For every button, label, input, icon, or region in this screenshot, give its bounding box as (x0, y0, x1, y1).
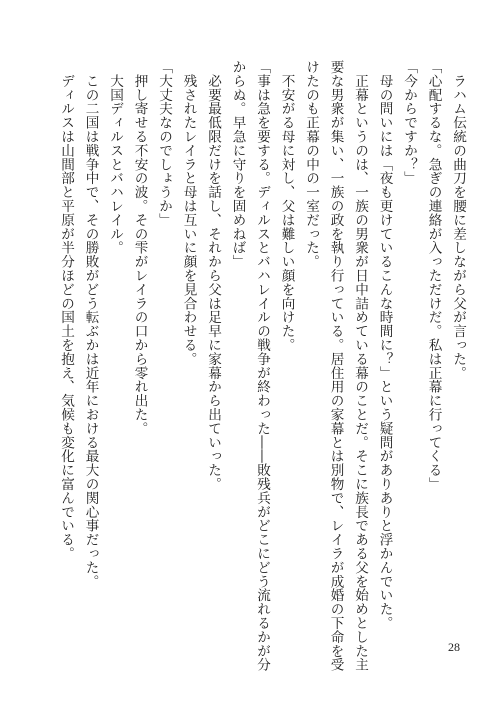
text-line: ディルスは山間部と平原が半分ほどの国土を抱え、気候も変化に富んでいる。 (58, 60, 74, 561)
text-line: 母の問いには「夜も更けているこんな時間に？」という疑問がありありと浮かんでいた。 (376, 60, 393, 630)
text-line: からぬ。早急に守りを固めねば」 (229, 60, 246, 269)
page-number: 28 (448, 640, 460, 654)
text-line: 不安がる母に対し、父は難しい顔を向けた。 (278, 60, 295, 352)
text-line: 「今からですか？」 (401, 60, 417, 186)
text-line: 「大丈夫なのでしょうか」 (156, 60, 172, 227)
text-line: 必要最低限だけを話し、それから父は足早に家幕から出ていった。 (205, 60, 221, 491)
text-line: 残されたレイラと母は互いに顔を見合わせる。 (180, 60, 197, 366)
text-line: 「事は急を要する。ディルスとバハレイルの戦争が終わった――敗残兵がどこにどう流れるかが分 (254, 60, 270, 672)
text-line: 「心配するな。急ぎの連絡が入っただけだ。私は正幕に行ってくる」 (425, 60, 442, 491)
text-line: けたのも正幕の中の一室だった。 (303, 60, 319, 269)
text-line: 要な男衆が集い、一族の政を執り行っている。居住用の家幕とは別物で、レイラが成婚の下命を受 (327, 60, 344, 672)
text-line: 押し寄せる不安の波。その雫がレイラの口から零れ出た。 (131, 60, 148, 436)
text-line: 大国ディルスとバハレイル。 (107, 60, 123, 255)
text-line: 正幕というのは、一族の男衆が日中詰めている幕のことだ。そこに族長である父を始めとした主 (352, 60, 368, 672)
text-line: この二国は戦争中で、その勝敗がどう転ぶかは近年における最大の関心事だった。 (82, 60, 99, 589)
text-line: ラハム伝統の曲刀を腰に差しながら父が言った。 (450, 60, 466, 380)
